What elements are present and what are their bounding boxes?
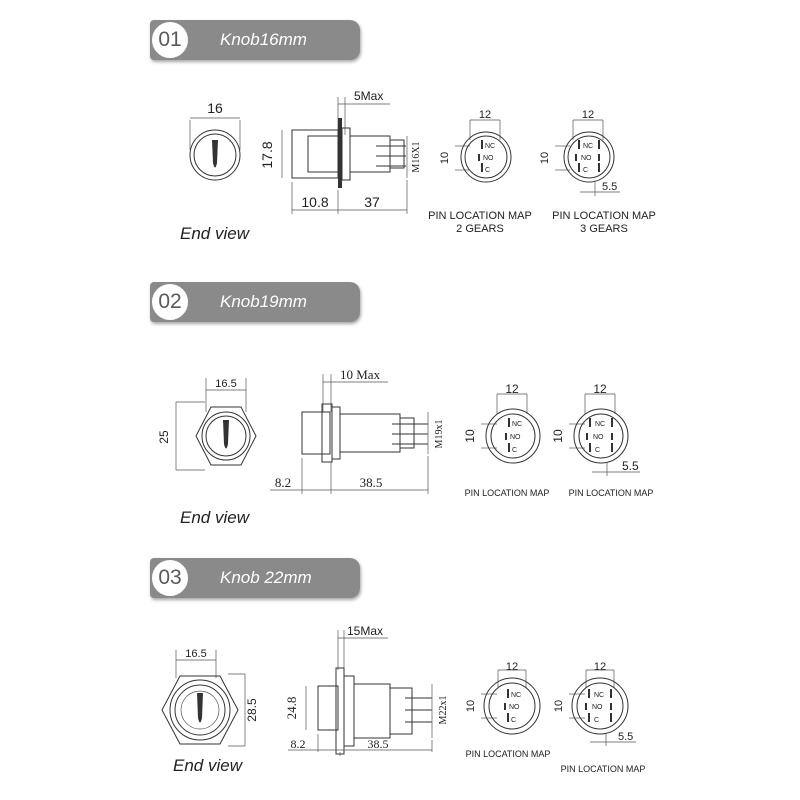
section-knob-16mm — [0, 0, 800, 260]
pin-map-width: 12 — [581, 109, 595, 121]
rear-length: 38.5 — [367, 737, 389, 751]
section-number: 03 — [150, 558, 190, 598]
pin-map-height: 10 — [551, 429, 565, 443]
section-number: 01 — [150, 20, 190, 60]
end-view-height: 25 — [157, 430, 171, 444]
section-knob-19mm — [0, 262, 800, 527]
end-view-height: 28.5 — [245, 698, 259, 722]
pin-map-label: PIN LOCATION MAP — [428, 210, 532, 222]
pin-label-nc: NC — [583, 143, 594, 150]
section-knob-22mm — [0, 538, 800, 798]
side-view-drawing — [259, 89, 422, 214]
pin-label-nc: NC — [511, 692, 522, 699]
pin-map-3-gears — [553, 661, 645, 774]
end-view-label: End view — [180, 508, 249, 527]
front-length: 10.8 — [301, 194, 329, 210]
body-height: 17.8 — [259, 141, 275, 169]
end-view-width: 16 — [207, 100, 223, 116]
pin-map-height: 10 — [439, 151, 451, 165]
thread-label: M22x1 — [438, 695, 449, 725]
pin-label-nc: NC — [594, 692, 605, 699]
pin-label-no: NO — [510, 434, 521, 441]
pin-label-no: NO — [581, 155, 592, 162]
pin-label-no: NO — [483, 155, 494, 162]
section-title: Knob 22mm — [220, 568, 312, 587]
pin-map-2-gears — [463, 382, 549, 498]
pin-pitch: 5.5 — [622, 459, 639, 473]
front-length: 8.2 — [290, 737, 306, 751]
pin-map-sublabel: 2 GEARS — [456, 223, 504, 235]
end-view-drawing — [157, 378, 256, 470]
side-view-drawing — [284, 624, 449, 756]
pin-map-2-gears — [465, 661, 550, 759]
pin-map-3-gears — [551, 382, 653, 498]
pin-map-width: 12 — [505, 661, 519, 673]
thread-label: M19x1 — [434, 419, 445, 449]
pin-map-label: PIN LOCATION MAP — [568, 488, 654, 498]
pin-label-no: NO — [593, 434, 604, 441]
pin-map-2-gears — [428, 109, 532, 235]
section-title: Knob19mm — [220, 292, 307, 311]
front-length: 8.2 — [274, 475, 292, 490]
pin-map-height: 10 — [465, 699, 477, 713]
pin-map-sublabel: 3 GEARS — [580, 223, 628, 235]
pin-label-no: NO — [592, 704, 603, 711]
rear-length: 38.5 — [359, 475, 383, 490]
pin-map-label: PIN LOCATION MAP — [552, 210, 656, 222]
pin-label-c: C — [595, 447, 601, 454]
pin-label-nc: NC — [595, 421, 606, 428]
pin-map-label: PIN LOCATION MAP — [464, 488, 550, 498]
pin-pitch: 5.5 — [602, 181, 618, 193]
end-view-drawing — [162, 648, 259, 746]
drawing-knob-16mm — [0, 0, 800, 260]
drawing-knob-19mm — [0, 262, 800, 522]
max-dimension: 10 Max — [340, 367, 381, 382]
pin-label-c: C — [583, 167, 589, 174]
pin-label-c: C — [512, 447, 518, 454]
side-view-drawing — [270, 367, 445, 494]
section-number: 02 — [150, 282, 190, 322]
thread-label: M16X1 — [411, 141, 422, 173]
end-view-width: 16.5 — [215, 378, 237, 390]
pin-label-c: C — [511, 717, 517, 724]
pin-map-width: 12 — [505, 382, 519, 396]
pin-map-height: 10 — [463, 429, 477, 443]
drawing-knob-22mm — [0, 538, 800, 798]
pin-label-c: C — [594, 717, 600, 724]
pin-map-label: PIN LOCATION MAP — [465, 749, 551, 759]
pin-pitch: 5.5 — [618, 731, 634, 743]
end-view-width: 16.5 — [185, 648, 207, 660]
end-view-drawing — [190, 100, 240, 180]
pin-map-width: 12 — [593, 661, 607, 673]
pin-label-c: C — [485, 167, 491, 174]
end-view-label: End view — [180, 224, 249, 243]
body-height: 24.8 — [284, 696, 299, 720]
pin-label-no: NO — [509, 704, 520, 711]
max-dimension: 5Max — [354, 89, 384, 103]
max-dimension: 15Max — [347, 624, 384, 638]
pin-map-height: 10 — [553, 699, 565, 713]
end-view-label: End view — [173, 756, 242, 775]
pin-label-nc: NC — [512, 421, 523, 428]
section-title: Knob16mm — [220, 30, 307, 49]
pin-map-width: 12 — [593, 382, 607, 396]
pin-map-width: 12 — [478, 109, 492, 121]
pin-map-height: 10 — [539, 151, 551, 165]
pin-map-3-gears — [539, 109, 656, 235]
pin-map-label: PIN LOCATION MAP — [560, 764, 646, 774]
rear-length: 37 — [364, 194, 380, 210]
pin-label-nc: NC — [485, 143, 496, 150]
